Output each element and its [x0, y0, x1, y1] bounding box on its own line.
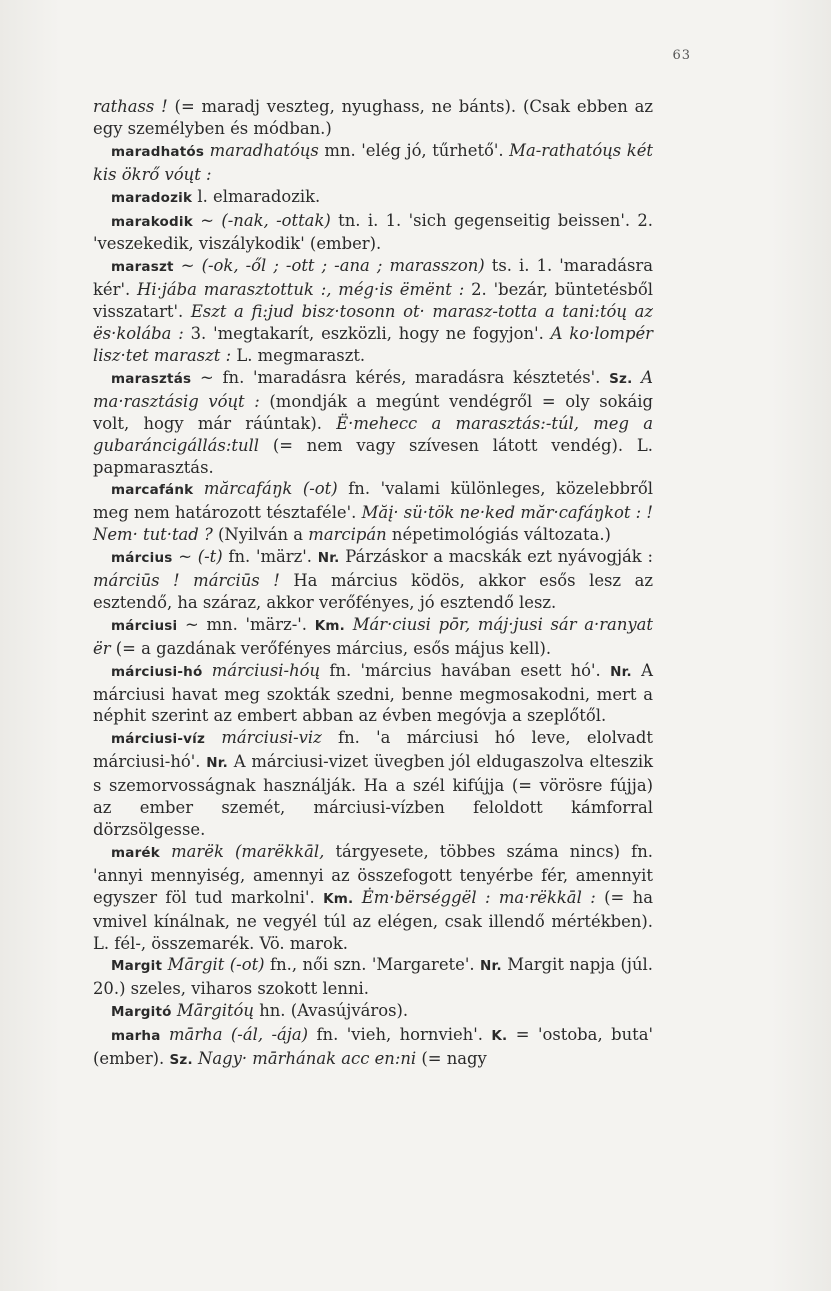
entry-phonetic: A ko·lompér lisz·tet maraszt : [93, 324, 653, 365]
entry-abbreviation: Sz. [609, 370, 633, 387]
entry-phonetic: Ėm·bërséggël : ma·rëkkāl : [361, 887, 596, 907]
entry-phonetic: márciusi-viz [221, 728, 322, 748]
entry-phonetic: (-ok, -ől ; -ott ; -ana ; marasszon) [201, 256, 485, 276]
entry-text: tárgyesete, többes száma nincs) fn. 'annyi mennyiség, amennyi az összefogott tenyérbe fér, amennyit egyszer föl tud markolni'. [93, 841, 653, 907]
entry-phonetic: rathass ! [93, 97, 168, 116]
dictionary-entry-marek [93, 841, 653, 955]
entry-headword: márciusi-víz [111, 731, 206, 748]
entry-phonetic: Hi·jába marasztottuk :, még·is ëmënt : [137, 280, 465, 300]
entry-abbreviation: Km. [314, 617, 345, 634]
entry-phonetic: Már·ciusi pōr, máj·jusi sár a·ranyat ër [93, 614, 653, 658]
entry-phonetic: (-t) [197, 547, 223, 567]
entry-text: fn. 'valami különleges, közelebbről meg nem határozott tésztaféle'. [93, 479, 653, 523]
dictionary-entry-margit [93, 954, 653, 1000]
entry-headword: Margit [111, 958, 163, 975]
entry-headword: március [111, 550, 173, 567]
dictionary-entry-marcius [93, 546, 653, 614]
entry-text: fn. 'március havában esett hó'. [320, 660, 611, 680]
entry-phonetic: maradhatóųs [209, 140, 319, 160]
entry-text: (mondják a megúnt vendégről = oly sokáig volt, hogy már ráúntak). [93, 391, 653, 433]
entry-text [160, 842, 171, 861]
entry-phonetic: Nagy· mārhának acc en:ni [198, 1049, 417, 1069]
dictionary-entry-marcafank [93, 478, 653, 546]
entry-phonetic: marëk (marëkkāl, [171, 841, 325, 861]
entry-text: ~ mn. 'märz-'. [177, 614, 315, 634]
entry-phonetic: márciūs ! márciūs ! [93, 571, 280, 591]
entry-text: A márciusi-vizet üvegben jól eldugaszolva elteszik s szemorvosságnak használják. Ha a szél kifújja (= vörösre fújja) az ember szemét, márciusi-vízben feloldott kámforral dörzsölgesse. [93, 752, 654, 839]
dictionary-entry-marciusi-viz [93, 727, 653, 841]
entry-text: fn. 'a márciusi hó leve, elolvadt márciusi-hó'. [93, 728, 653, 772]
dictionary-entry-maradozik [93, 186, 653, 210]
page-number: 63 [672, 48, 691, 63]
entry-text: l. elmaradozik. [192, 186, 321, 206]
entry-text: tn. i. 1. 'sich gegenseitig beissen'. 2. 'veszekedik, viszálykodik' (ember). [93, 210, 654, 254]
entry-text: népetimológiás változata.) [386, 525, 611, 545]
entry-text: A márciusi havat meg szokták szedni, benne megmosakodni, mert a néphit szerint az embert abban az évben megóvja a szeplőtől. [93, 660, 653, 726]
entry-phonetic: marcipán [308, 525, 387, 545]
entry-headword: maradozik [111, 189, 193, 206]
entry-text [205, 728, 221, 747]
dictionary-text-block [93, 96, 653, 1072]
entry-headword: maraszt [111, 259, 174, 276]
entry-text: (= maradj veszteg, nyughass, ne bánts). (Csak ebben az egy személyben és módban.) [93, 97, 653, 138]
entry-text: 2. 'bezár, büntetésből visszatart'. [93, 280, 653, 322]
entry-headword: marakodik [111, 213, 193, 230]
entry-text: ~ [192, 210, 222, 230]
entry-text: fn., női szn. 'Margarete'. [264, 955, 481, 975]
entry-headword: marcafánk [111, 482, 194, 499]
entry-phonetic: Ma-rathatóųs két kis ökrő vóųt : [93, 140, 653, 184]
entry-phonetic: A ma·rasztásig vóųt : [93, 367, 653, 411]
entry-headword: marasztás [111, 370, 192, 387]
entry-phonetic: Măį· sü·tök ne·ked măr·cafáŋkot : ! Nem· tut·tad ? [93, 503, 654, 545]
entry-text: 3. 'megtakarít, eszközli, hogy ne fogyjon'. [183, 324, 551, 344]
dictionary-entry-marciusi [93, 614, 653, 660]
entry-phonetic: mărcafáŋk (-ot) [203, 479, 338, 499]
entry-phonetic: mārha (-ál, -ája) [169, 1025, 309, 1045]
entry-abbreviation: Nr. [206, 755, 228, 772]
entry-headword: marék [111, 844, 160, 861]
entry-headword: maradhatós [111, 143, 205, 160]
entry-text [193, 479, 204, 498]
entry-text: (= nem vagy szívesen látott vendég). L. papmarasztás. [93, 435, 653, 477]
dictionary-entry-marciusi-ho [93, 660, 653, 728]
entry-phonetic: Ë·mehecc a marasztás:-túl, meg a gubaráncigállás:tull [93, 413, 653, 455]
dictionary-entry-marakodik [93, 210, 653, 256]
entry-text [632, 368, 641, 387]
entry-abbreviation: K. [491, 1028, 508, 1045]
entry-text: (= nagy [416, 1049, 487, 1069]
entry-text: Ha március ködös, akkor esős lesz az esztendő, ha száraz, akkor verőfényes, jó esztendő lesz. [93, 571, 653, 612]
entry-abbreviation: Nr. [480, 958, 502, 975]
entry-phonetic: Mārgitóų [176, 1001, 254, 1021]
entry-abbreviation: Nr. [317, 550, 340, 567]
entry-text: ~ fn. 'maradásra kérés, maradásra késztetés'. [191, 367, 610, 387]
entry-text [345, 615, 353, 634]
entry-phonetic: márciusi-hóų [211, 660, 321, 680]
entry-text: ~ [173, 256, 202, 276]
entry-text: Margit napja (júl. 20.) szeles, viharos szokott lenni. [93, 955, 653, 999]
entry-phonetic: Eszt a fi:jud bisz·tosonn ot· marasz-totta a tani:tóų az ës·kolába : [93, 302, 653, 344]
entry-text: hn. (Avasújváros). [253, 1001, 409, 1021]
entry-phonetic: Mārgit (-ot) [167, 955, 265, 975]
dictionary-entry-marasztas [93, 367, 653, 479]
entry-text: (= ha vmivel kínálnak, ne vegyél túl az elégen, csak illendő mértékben). L. fél-, összemarék. Vö. marok. [93, 887, 653, 953]
entry-abbreviation: Sz. [169, 1052, 193, 1069]
entry-text: Párzáskor a macskák ezt nyávogják : [339, 547, 653, 567]
entry-text [202, 661, 211, 680]
dictionary-entry-marha [93, 1024, 653, 1072]
entry-abbreviation: Nr. [610, 663, 632, 680]
entry-phonetic: (-nak, -ottak) [221, 210, 331, 230]
entry-text: ~ [172, 547, 198, 567]
dictionary-entry-rathass [93, 96, 653, 140]
dictionary-entry-maradhatos [93, 140, 653, 186]
entry-text [353, 888, 361, 907]
entry-text: = 'ostoba, buta' (ember). [93, 1025, 653, 1069]
entry-headword: márciusi [111, 617, 178, 634]
entry-text [161, 1025, 169, 1044]
entry-text: (Nyilván a [212, 525, 309, 545]
entry-text: fn. 'vieh, hornvieh'. [308, 1025, 492, 1045]
dictionary-entry-margito [93, 1000, 653, 1024]
entry-headword: marha [111, 1028, 161, 1045]
dictionary-entry-maraszt [93, 255, 653, 367]
entry-headword: Margitó [111, 1004, 172, 1021]
entry-text: mn. 'elég jó, tűrhető'. [318, 140, 510, 160]
entry-headword: márciusi-hó [111, 663, 203, 680]
entry-abbreviation: Km. [323, 890, 354, 907]
entry-text: L. megmaraszt. [231, 345, 366, 365]
entry-text: (= a gazdának verőfényes március, esős május kell). [110, 638, 552, 658]
entry-text: fn. 'märz'. [222, 547, 318, 567]
entry-text: ts. i. 1. 'maradásra kér'. [93, 256, 654, 300]
